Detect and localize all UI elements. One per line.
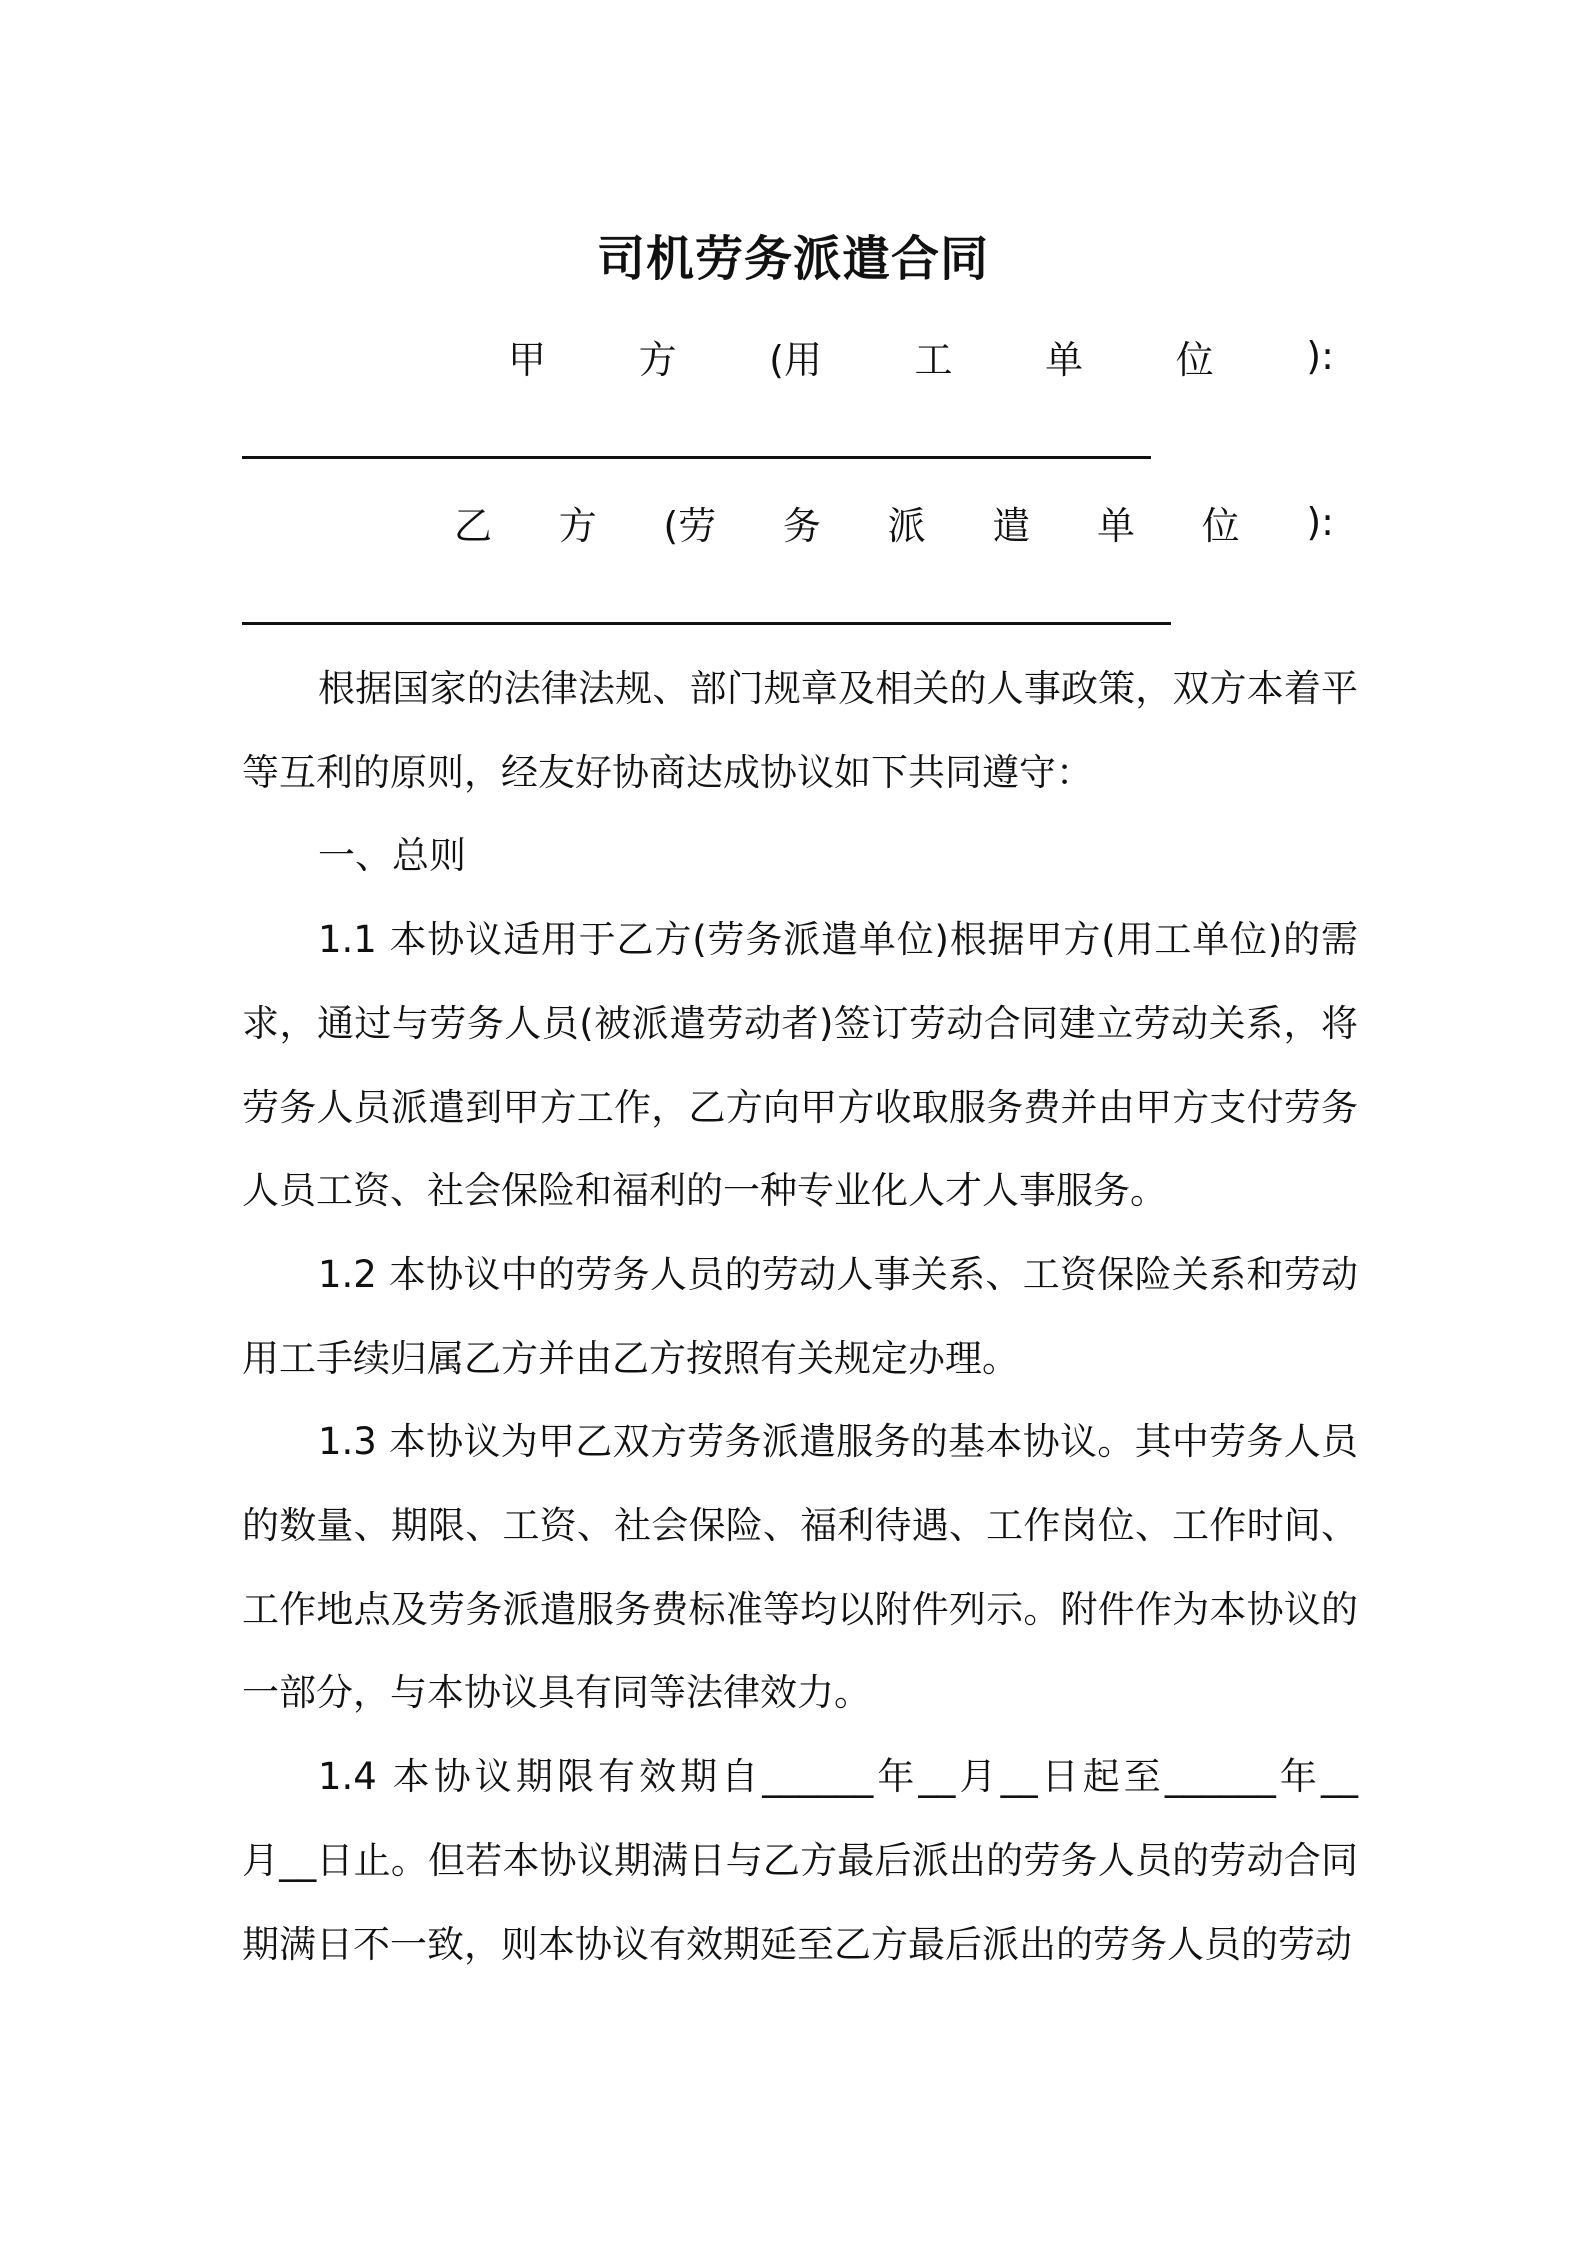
body-text-line: 1.3 本协议为甲乙双方劳务派遣服务的基本协议。其中劳务人员 bbox=[318, 1420, 1358, 1464]
party-label-char: (劳 bbox=[663, 503, 717, 548]
party-label-char: 甲 bbox=[508, 337, 547, 382]
party-label-char: 方 bbox=[638, 337, 677, 382]
body-text-line: 的数量、期限、工资、社会保险、福利待遇、工作岗位、工作时间、 bbox=[242, 1504, 1358, 1547]
party-label-char: 遣 bbox=[992, 503, 1031, 548]
document-title: 司机劳务派遣合同 bbox=[596, 231, 989, 287]
body-text-line: 1.1 本协议适用于乙方(劳务派遣单位)根据甲方(用工单位)的需 bbox=[318, 918, 1358, 962]
party-label-char: 派 bbox=[887, 503, 926, 548]
body-text-line: 1.2 本协议中的劳务人员的劳动人事关系、工资保险关系和劳动 bbox=[318, 1252, 1358, 1296]
party-b-blank-line[interactable] bbox=[242, 622, 1171, 625]
body-text-line: 用工手续归属乙方并由乙方按照有关规定办理。 bbox=[242, 1336, 1019, 1380]
party-label-char: 方 bbox=[558, 503, 597, 548]
body-text-line: 人员工资、社会保险和福利的一种专业化人才人事服务。 bbox=[242, 1169, 1167, 1213]
party-label-char: 位 bbox=[1201, 503, 1240, 548]
party-label-char: 单 bbox=[1045, 337, 1084, 382]
party-a-label bbox=[508, 326, 1334, 386]
party-label-char: ): bbox=[1306, 334, 1334, 378]
body-text-line: 1.4 本协议期限有效期自______年__月__日起至______年__ bbox=[318, 1755, 1358, 1799]
body-text-line: 一部分，与本协议具有同等法律效力。 bbox=[242, 1671, 871, 1715]
body-text-line: 月__日止。但若本协议期满日与乙方最后派出的劳务人员的劳动合同 bbox=[242, 1838, 1358, 1882]
party-label-char: 位 bbox=[1175, 337, 1214, 382]
body-text-line: 工作地点及劳务派遣服务费标准等均以附件列示。附件作为本协议的 bbox=[242, 1587, 1358, 1631]
party-label-char: 务 bbox=[782, 503, 821, 548]
party-label-char: 单 bbox=[1096, 503, 1135, 548]
body-text-line: 等互利的原则，经友好协商达成协议如下共同遵守： bbox=[242, 750, 1093, 794]
body-text-line: 求，通过与劳务人员(被派遣劳动者)签订劳动合同建立劳动关系，将 bbox=[242, 1001, 1358, 1045]
party-label-char: (用 bbox=[769, 337, 822, 382]
party-label-char: ): bbox=[1306, 500, 1334, 544]
party-b-label bbox=[454, 492, 1334, 552]
party-label-char: 工 bbox=[914, 337, 953, 382]
body-text-line: 根据国家的法律法规、部门规章及相关的人事政策，双方本着平 bbox=[318, 667, 1358, 710]
body-text-line: 劳务人员派遣到甲方工作，乙方向甲方收取服务费并由甲方支付劳务 bbox=[242, 1085, 1358, 1129]
party-a-blank-line[interactable] bbox=[242, 456, 1151, 459]
section-heading: 一、总则 bbox=[318, 834, 466, 878]
body-text-line: 期满日不一致，则本协议有效期延至乙方最后派出的劳务人员的劳动 bbox=[242, 1922, 1352, 1966]
party-label-char: 乙 bbox=[454, 503, 493, 548]
